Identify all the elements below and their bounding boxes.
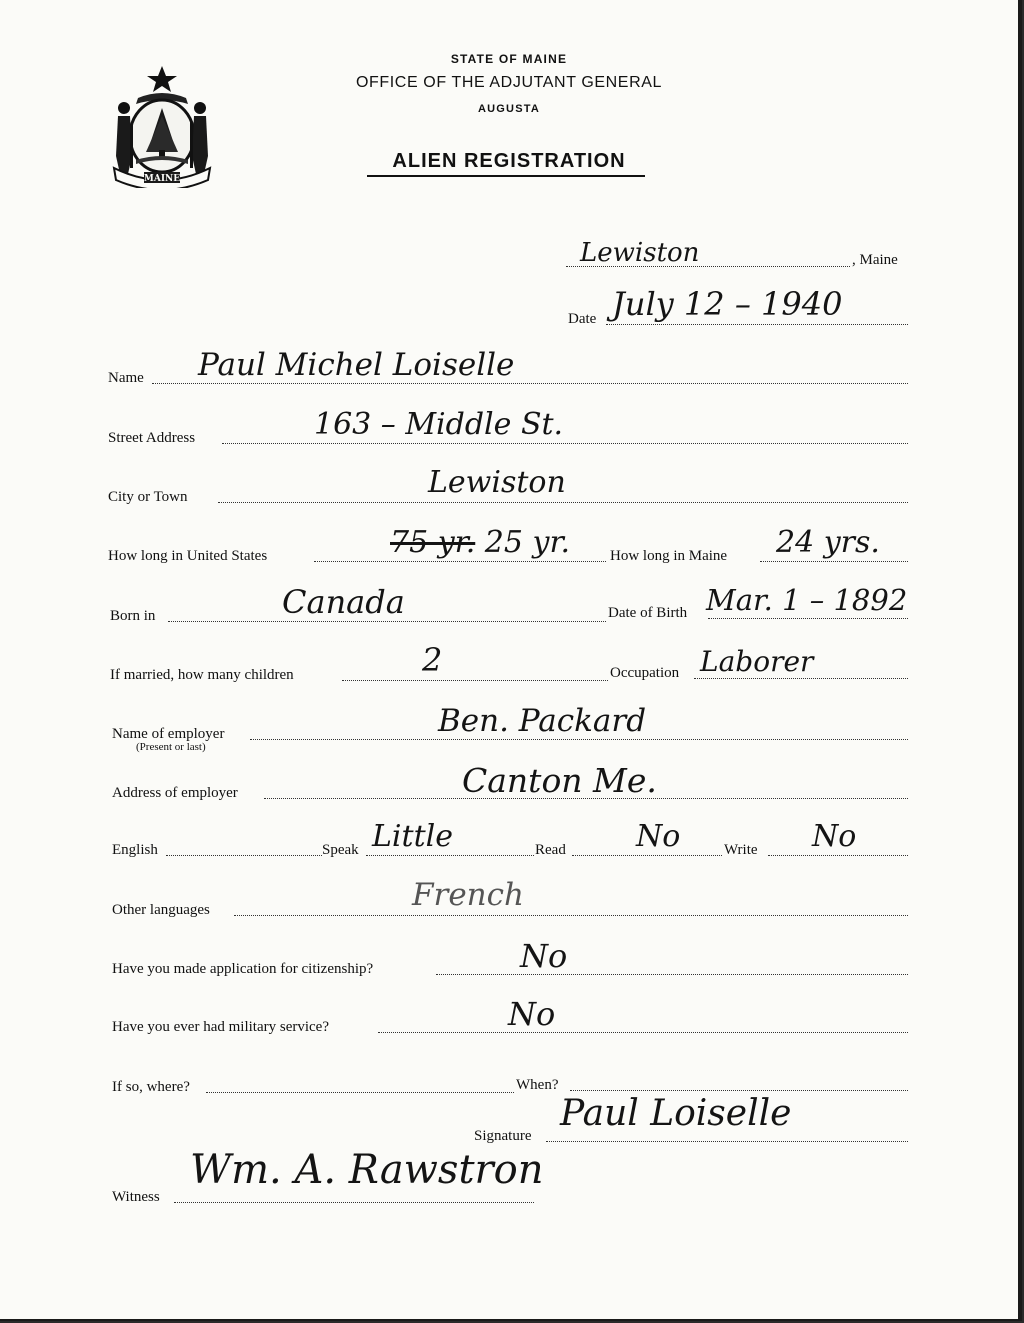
other-languages-line [234,915,908,916]
city-line [218,502,908,503]
children-label: If married, how many children [110,667,294,683]
born-in-line [168,621,606,622]
name-value: Paul Michel Loiselle [198,347,515,383]
citizenship-label: Have you made application for citizenship? [112,961,374,977]
occupation-line [694,678,908,679]
title-underline [367,175,645,177]
witness-label: Witness [112,1189,160,1205]
employer-address-value: Canton Me. [462,761,657,800]
date-value: July 12 – 1940 [612,285,843,323]
signature-value: Paul Loiselle [560,1093,792,1134]
name-label: Name [108,370,144,386]
read-line [572,855,722,856]
employer-value: Ben. Packard [438,703,647,739]
write-line [768,855,908,856]
employer-address-label: Address of employer [112,785,238,801]
state-heading: STATE OF MAINE [450,52,568,66]
form-title: ALIEN REGISTRATION [392,150,626,172]
speak-value: Little [372,819,453,854]
dob-label: Date of Birth [608,605,688,621]
employer-label: Name of employer [112,726,225,742]
other-languages-label: Other languages [112,902,210,918]
read-value: No [636,819,681,854]
citizenship-value: No [520,937,568,975]
employer-line [250,739,908,740]
children-line [342,680,608,681]
street-line [222,443,908,444]
born-in-value: Canada [282,583,405,621]
military-line [378,1032,908,1033]
city-label: City or Town [108,489,188,505]
occupation-value: Laborer [700,645,814,678]
military-label: Have you ever had military service? [112,1019,329,1035]
read-label: Read [535,842,566,858]
witness-value: Wm. A. Rawstron [190,1147,544,1193]
signature-line [546,1141,908,1142]
place-label: , Maine [852,252,898,268]
write-label: Write [724,842,758,858]
how-long-us-label: How long in United States [108,548,268,564]
where-label: If so, where? [112,1079,190,1095]
how-long-us-value: 75 yr. 25 yr. [390,525,571,560]
date-label: Date [568,311,597,327]
children-value: 2 [422,641,443,679]
employer-sublabel: (Present or last) [136,741,206,753]
when-line [570,1090,908,1091]
how-long-me-value: 24 yrs. [776,525,880,560]
how-long-me-line [760,561,908,562]
place-value: Lewiston [580,238,700,268]
speak-line [366,855,534,856]
speak-label: Speak [322,842,359,858]
signature-label: Signature [474,1128,532,1144]
city-value: Lewiston [428,465,566,500]
english-label: English [112,842,158,858]
other-languages-value: French [412,877,524,913]
occupation-label: Occupation [610,665,680,681]
dob-line [708,618,908,619]
english-line [166,855,322,856]
seal-motto: MAINE [143,174,181,184]
name-line [152,383,908,384]
office-heading: OFFICE OF THE ADJUTANT GENERAL [355,74,663,91]
street-value: 163 – Middle St. [314,407,564,442]
street-label: Street Address [108,430,196,446]
write-value: No [812,819,857,854]
citizenship-line [436,974,908,975]
military-value: No [508,995,556,1033]
born-in-label: Born in [110,608,156,624]
when-label: When? [516,1077,559,1093]
city-heading: AUGUSTA [478,103,540,115]
how-long-me-label: How long in Maine [610,548,728,564]
witness-line [174,1202,534,1203]
date-line [606,324,908,325]
dob-value: Mar. 1 – 1892 [706,583,908,617]
where-line [206,1092,514,1093]
how-long-us-line [314,561,606,562]
